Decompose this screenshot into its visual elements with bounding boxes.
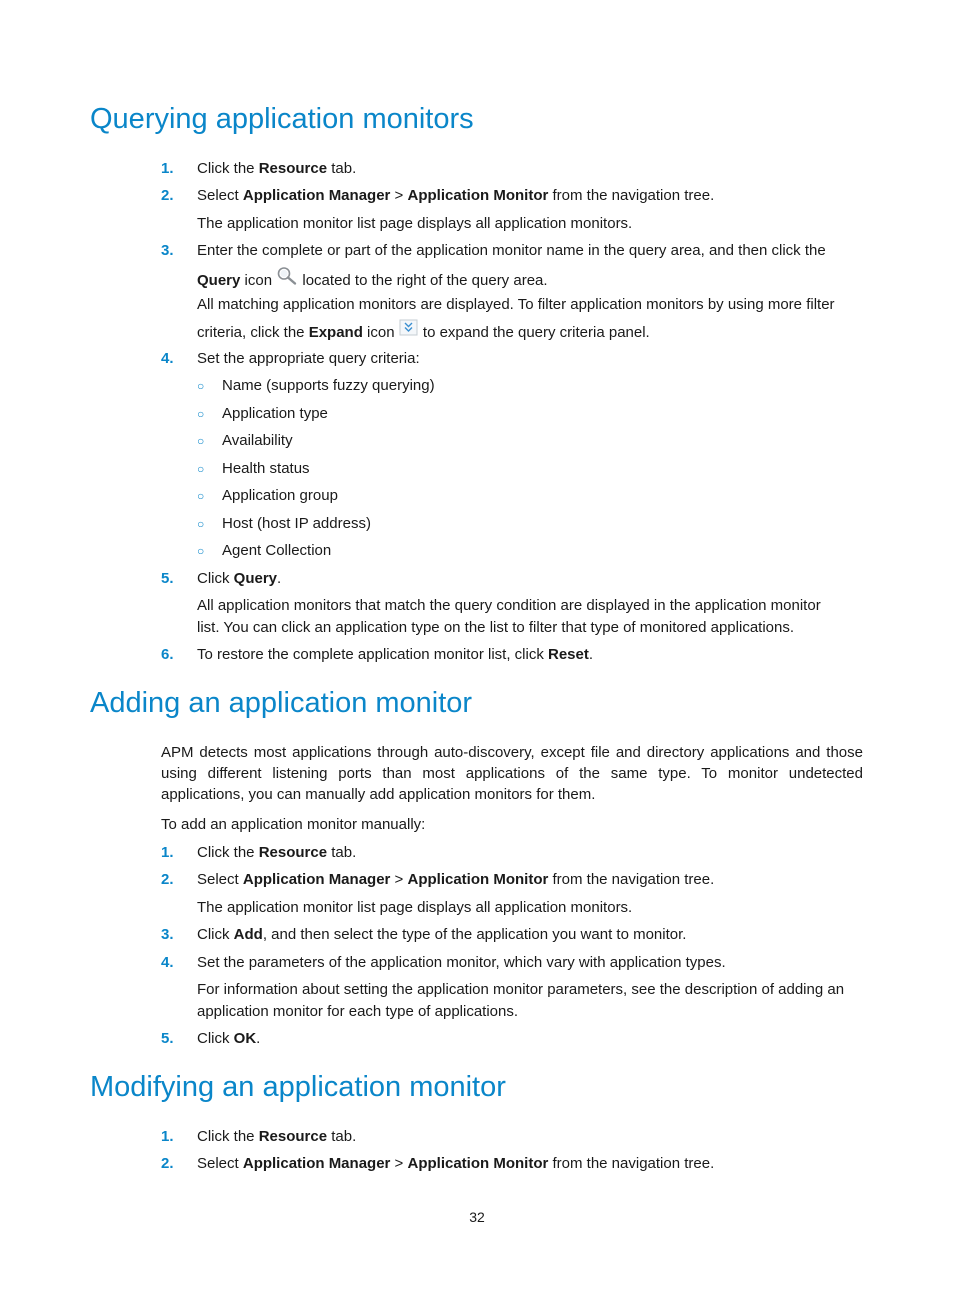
step-number: 2. bbox=[161, 187, 174, 204]
step-text: To restore the complete application monitor list, click Reset. bbox=[197, 646, 594, 663]
list-item: Application type bbox=[222, 405, 328, 422]
step-number: 2. bbox=[161, 1155, 174, 1172]
bullet-icon: ○ bbox=[197, 407, 205, 421]
section-title-adding: Adding an application monitor bbox=[90, 687, 473, 719]
step-note: application monitor for each type of applications. bbox=[197, 1003, 519, 1020]
page-number: 32 bbox=[469, 1209, 485, 1225]
intro-paragraph: APM detects most applications through auto-discovery, except file and directory applications and those using different listening ports than most applications of the same type. To monitor undetected applications, you can manually add application monitors for them. bbox=[161, 744, 863, 803]
step-number: 3. bbox=[161, 242, 174, 259]
bullet-icon: ○ bbox=[197, 489, 205, 503]
bullet-icon: ○ bbox=[197, 379, 205, 393]
bullet-icon: ○ bbox=[197, 462, 205, 476]
list-item: Health status bbox=[222, 460, 310, 477]
section-title-querying: Querying application monitors bbox=[90, 103, 474, 135]
step-number: 1. bbox=[161, 160, 174, 177]
list-item: Application group bbox=[222, 487, 338, 504]
bullet-icon: ○ bbox=[197, 544, 205, 558]
step-note: criteria, click the Expand icon to expand the query criteria panel. bbox=[197, 322, 650, 344]
step-number: 1. bbox=[161, 844, 174, 861]
step-text: Click the Resource tab. bbox=[197, 1128, 357, 1145]
list-item: Name (supports fuzzy querying) bbox=[222, 377, 435, 394]
step-text: Set the parameters of the application monitor, which vary with application types. bbox=[197, 954, 726, 971]
step-note: All matching application monitors are displayed. To filter application monitors by using more filter bbox=[197, 296, 835, 313]
step-number: 3. bbox=[161, 926, 174, 943]
step-text: Enter the complete or part of the application monitor name in the query area, and then click the bbox=[197, 242, 826, 259]
step-text: Set the appropriate query criteria: bbox=[197, 350, 420, 367]
step-note: list. You can click an application type on the list to filter that type of monitored applications. bbox=[197, 619, 795, 636]
step-text: Click Add, and then select the type of the application you want to monitor. bbox=[197, 926, 687, 943]
step-number: 2. bbox=[161, 871, 174, 888]
step-number: 4. bbox=[161, 954, 174, 971]
expand-chevron-icon bbox=[399, 319, 419, 341]
step-number: 6. bbox=[161, 646, 174, 663]
lead-text: To add an application monitor manually: bbox=[161, 816, 426, 833]
step-text: Click Query. bbox=[197, 570, 282, 587]
step-note: All application monitors that match the query condition are displayed in the application monitor bbox=[197, 597, 821, 614]
step-text: Click OK. bbox=[197, 1030, 261, 1047]
step-text: Select Application Manager > Application Monitor from the navigation tree. bbox=[197, 871, 715, 888]
list-item: Availability bbox=[222, 432, 293, 449]
magnifier-icon bbox=[276, 266, 298, 290]
step-text: Click the Resource tab. bbox=[197, 160, 357, 177]
bullet-icon: ○ bbox=[197, 434, 205, 448]
section-title-modifying: Modifying an application monitor bbox=[90, 1071, 506, 1103]
step-text: Click the Resource tab. bbox=[197, 844, 357, 861]
step-note: The application monitor list page displays all application monitors. bbox=[197, 215, 633, 232]
step-text: Select Application Manager > Application Monitor from the navigation tree. bbox=[197, 187, 715, 204]
step-number: 4. bbox=[161, 350, 174, 367]
step-text: Select Application Manager > Application Monitor from the navigation tree. bbox=[197, 1155, 715, 1172]
step-number: 5. bbox=[161, 1030, 174, 1047]
list-item: Agent Collection bbox=[222, 542, 332, 559]
step-number: 5. bbox=[161, 570, 174, 587]
bullet-icon: ○ bbox=[197, 517, 205, 531]
step-text: Query icon located to the right of the query area. bbox=[197, 269, 548, 293]
step-note: The application monitor list page displays all application monitors. bbox=[197, 899, 633, 916]
list-item: Host (host IP address) bbox=[222, 515, 371, 532]
step-note: For information about setting the application monitor parameters, see the description of adding an bbox=[197, 981, 845, 998]
step-number: 1. bbox=[161, 1128, 174, 1145]
